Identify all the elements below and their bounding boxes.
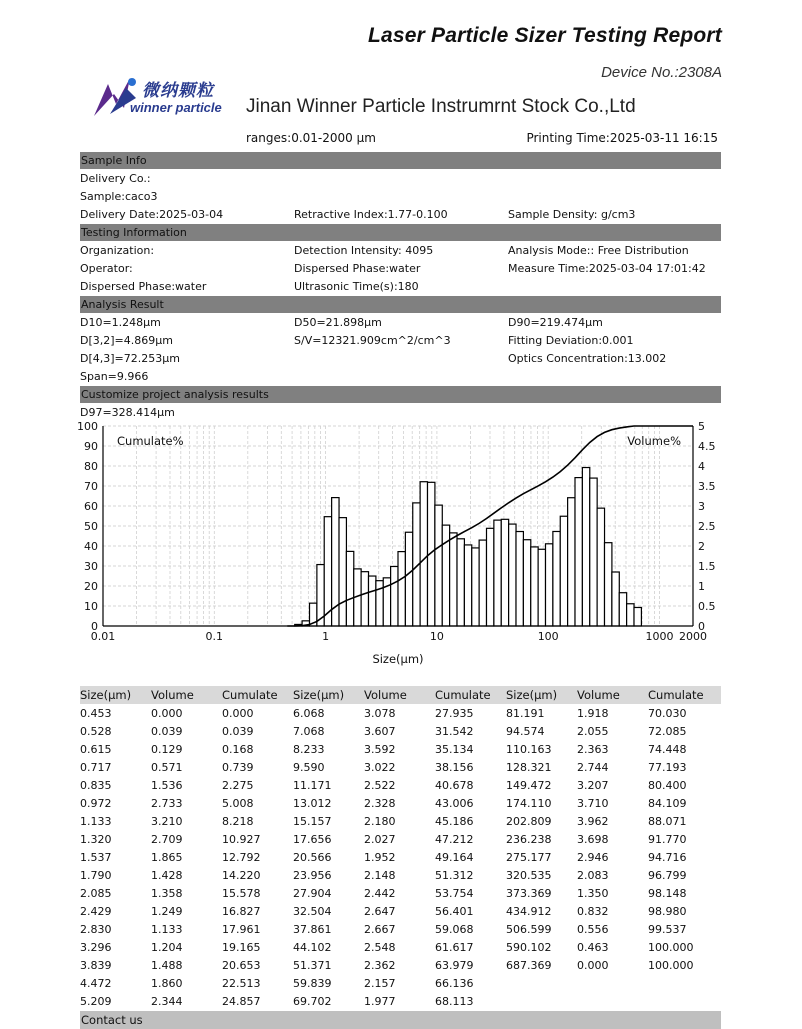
table-cell: 44.102 [293,941,332,954]
ultrasonic-time: Ultrasonic Time(s):180 [294,280,419,293]
analysis-mode: Analysis Mode:: Free Distribution [508,244,689,257]
table-cell: 2.733 [151,797,183,810]
table-cell: 1.537 [80,851,112,864]
volume-bar [420,482,427,626]
table-cell: 40.678 [435,779,474,792]
table-cell: 320.535 [506,869,552,882]
table-row [80,813,721,831]
table-row [80,849,721,867]
table-cell: 12.792 [222,851,261,864]
dispersed-phase-left: Dispersed Phase:water [80,280,207,293]
analysis-row-1 [80,314,721,332]
table-cell: 2.148 [364,869,396,882]
table-cell: 91.770 [648,833,687,846]
volume-bar [545,544,552,626]
table-cell: 14.220 [222,869,261,882]
x-tick-label: 2000 [679,630,707,643]
table-row [80,957,721,975]
table-row [80,741,721,759]
table-cell: 99.537 [648,923,687,936]
table-cell: 0.832 [577,905,609,918]
device-number: Device No.:2308A [601,64,722,81]
x-tick-label: 10 [429,630,444,643]
table-cell: 8.233 [293,743,325,756]
x-tick-label: 0.1 [205,630,224,643]
volume-bar [627,604,634,626]
table-cell: 2.548 [364,941,396,954]
table-cell: 1.488 [151,959,183,972]
d90: D90=219.474μm [508,316,603,329]
table-cell: 0.717 [80,761,112,774]
table-cell: 2.027 [364,833,396,846]
table-cell: 70.030 [648,707,687,720]
volume-bar [346,551,353,626]
volume-bar [509,524,516,626]
table-cell: 3.698 [577,833,609,846]
sample-density: Sample Density: g/cm3 [508,208,636,221]
col-header: Cumulate [435,688,491,702]
analysis-row-4 [80,368,721,386]
optics-concentration: Optics Concentration:13.002 [508,352,667,365]
y-left-tick-label: 40 [84,540,98,553]
table-cell: 66.136 [435,977,474,990]
table-cell: 1.865 [151,851,183,864]
col-header: Cumulate [222,688,278,702]
table-cell: 2.055 [577,725,609,738]
table-cell: 2.275 [222,779,254,792]
table-row [80,921,721,939]
sample-info-header: Sample Info [80,152,721,169]
volume-bar [516,532,523,626]
y-left-tick-label: 90 [84,440,98,453]
table-cell: 2.744 [577,761,609,774]
y-right-tick-label: 4 [698,460,705,473]
d50: D50=21.898μm [294,316,382,329]
table-cell: 10.927 [222,833,261,846]
table-cell: 98.148 [648,887,687,900]
table-cell: 96.799 [648,869,687,882]
table-row [80,885,721,903]
volume-bar [612,572,619,626]
delivery-date: Delivery Date:2025-03-04 [80,208,224,221]
sample-name: Sample:caco3 [80,190,158,203]
table-cell: 45.186 [435,815,474,828]
specific-surface: S/V=12321.909cm^2/cm^3 [294,334,451,347]
y-right-tick-label: 4.5 [698,440,716,453]
table-cell: 80.400 [648,779,687,792]
table-cell: 17.961 [222,923,261,936]
table-cell: 100.000 [648,959,694,972]
table-cell: 27.904 [293,887,332,900]
testing-info-header: Testing Information [80,224,721,241]
table-cell: 94.716 [648,851,687,864]
table-cell: 22.513 [222,977,261,990]
table-cell: 19.165 [222,941,261,954]
table-cell: 2.362 [364,959,396,972]
col-header: Volume [577,688,620,702]
table-cell: 31.542 [435,725,474,738]
table-cell: 15.157 [293,815,332,828]
table-cell: 0.463 [577,941,609,954]
y-right-tick-label: 2 [698,540,705,553]
col-header: Size(μm) [293,688,345,702]
table-cell: 3.207 [577,779,609,792]
table-cell: 15.578 [222,887,261,900]
table-row [80,759,721,777]
volume-bar [531,547,538,626]
y-right-tick-label: 1 [698,580,705,593]
table-cell: 434.912 [506,905,552,918]
left-axis-label: Cumulate% [117,434,184,448]
table-row [80,705,721,723]
volume-bar [582,468,589,626]
span: Span=9.966 [80,370,149,383]
table-cell: 13.012 [293,797,332,810]
ranges: ranges:0.01-2000 μm [246,131,376,145]
volume-bar [634,607,641,626]
col-header: Volume [364,688,407,702]
testing-info-row-1 [80,242,721,260]
table-cell: 275.177 [506,851,552,864]
table-cell: 1.952 [364,851,396,864]
table-cell: 20.653 [222,959,261,972]
y-right-tick-label: 3 [698,500,705,513]
d10: D10=1.248μm [80,316,161,329]
y-right-tick-label: 5 [698,420,705,433]
table-cell: 74.448 [648,743,687,756]
volume-bar [501,519,508,626]
table-cell: 98.980 [648,905,687,918]
table-cell: 37.861 [293,923,332,936]
y-right-tick-label: 1.5 [698,560,716,573]
table-cell: 7.068 [293,725,325,738]
table-cell: 2.522 [364,779,396,792]
testing-info-row-2 [80,260,721,278]
volume-bar [450,533,457,626]
table-cell: 1.249 [151,905,183,918]
table-cell: 84.109 [648,797,687,810]
table-cell: 3.839 [80,959,112,972]
volume-bar [472,548,479,626]
table-cell: 0.556 [577,923,609,936]
table-cell: 3.962 [577,815,609,828]
sample-info-row-1 [80,170,721,188]
volume-bar [523,540,530,626]
table-cell: 1.350 [577,887,609,900]
table-cell: 0.039 [222,725,254,738]
analysis-result-header: Analysis Result [80,296,721,313]
table-cell: 3.710 [577,797,609,810]
table-cell: 24.857 [222,995,261,1008]
table-cell: 2.946 [577,851,609,864]
table-row [80,777,721,795]
volume-bar [597,508,604,626]
table-cell: 6.068 [293,707,325,720]
table-cell: 68.113 [435,995,474,1008]
table-row [80,795,721,813]
y-right-tick-label: 0.5 [698,600,716,613]
volume-bar [538,549,545,626]
table-row [80,867,721,885]
report-title: Laser Particle Sizer Testing Report [367,24,722,47]
x-tick-label: 100 [537,630,559,643]
table-cell: 2.667 [364,923,396,936]
contact-us-bar: Contact us [80,1011,721,1029]
testing-info-row-3 [80,278,721,296]
table-row [80,975,721,993]
x-tick-label: 1 [322,630,330,643]
table-cell: 0.129 [151,743,183,756]
table-cell: 9.590 [293,761,325,774]
analysis-row-2 [80,332,721,350]
detection-intensity: Detection Intensity: 4095 [294,244,434,257]
y-left-tick-label: 30 [84,560,98,573]
volume-bar [590,478,597,626]
table-cell: 11.171 [293,779,332,792]
table-cell: 1.320 [80,833,112,846]
table-row [80,903,721,921]
table-cell: 51.371 [293,959,332,972]
organization: Organization: [80,244,155,257]
y-left-tick-label: 70 [84,480,98,493]
table-cell: 35.134 [435,743,474,756]
operator: Operator: [80,262,133,275]
volume-bar [398,552,405,626]
table-cell: 1.133 [80,815,112,828]
company-name: Jinan Winner Particle Instrumrnt Stock Co.,Ltd [246,96,636,117]
table-cell: 174.110 [506,797,552,810]
table-row [80,723,721,741]
particle-size-chart [60,416,740,670]
volume-bar [339,518,346,626]
table-cell: 110.163 [506,743,552,756]
table-cell: 0.000 [577,959,609,972]
table-cell: 2.709 [151,833,183,846]
table-cell: 47.212 [435,833,474,846]
table-cell: 0.000 [151,707,183,720]
table-cell: 69.702 [293,995,332,1008]
volume-bar [553,531,560,626]
table-cell: 2.647 [364,905,396,918]
table-cell: 0.615 [80,743,112,756]
table-cell: 2.180 [364,815,396,828]
measure-time: Measure Time:2025-03-04 17:01:42 [508,262,706,275]
custom-results-header: Customize project analysis results [80,386,721,403]
delivery-co: Delivery Co.: [80,172,151,185]
table-cell: 0.039 [151,725,183,738]
table-row [80,993,721,1011]
table-cell: 59.839 [293,977,332,990]
volume-bar [605,543,612,626]
table-cell: 3.210 [151,815,183,828]
data-table [80,705,721,1011]
table-cell: 128.321 [506,761,552,774]
table-cell: 1.536 [151,779,183,792]
volume-bar [479,540,486,626]
table-cell: 17.656 [293,833,332,846]
y-left-tick-label: 10 [84,600,98,613]
analysis-row-3 [80,350,721,368]
table-cell: 2.429 [80,905,112,918]
table-cell: 88.071 [648,815,687,828]
table-cell: 2.085 [80,887,112,900]
table-cell: 51.312 [435,869,474,882]
table-cell: 0.972 [80,797,112,810]
table-cell: 77.193 [648,761,687,774]
y-left-tick-label: 0 [91,620,98,633]
data-table-header [80,686,721,704]
table-cell: 1.918 [577,707,609,720]
table-cell: 0.168 [222,743,254,756]
table-cell: 0.571 [151,761,183,774]
printing-time: Printing Time:2025-03-11 16:15 [526,131,718,145]
volume-bar [435,505,442,626]
table-cell: 5.008 [222,797,254,810]
fitting-deviation: Fitting Deviation:0.001 [508,334,634,347]
table-cell: 506.599 [506,923,552,936]
table-cell: 38.156 [435,761,474,774]
right-axis-label: Volume% [627,434,681,448]
table-cell: 72.085 [648,725,687,738]
table-cell: 1.133 [151,923,183,936]
table-cell: 27.935 [435,707,474,720]
volume-bar [368,576,375,626]
table-cell: 5.209 [80,995,112,1008]
col-header: Volume [151,688,194,702]
d43: D[4,3]=72.253μm [80,352,180,365]
table-cell: 23.956 [293,869,332,882]
logo-chinese-text: 微纳颗粒 [142,81,214,101]
y-left-tick-label: 50 [84,520,98,533]
table-cell: 0.528 [80,725,112,738]
table-cell: 20.566 [293,851,332,864]
table-cell: 100.000 [648,941,694,954]
d97: D97=328.414μm [80,406,175,419]
table-cell: 2.442 [364,887,396,900]
volume-bar [457,539,464,626]
table-cell: 0.739 [222,761,254,774]
volume-bar [405,532,412,626]
col-header: Cumulate [648,688,704,702]
table-cell: 236.238 [506,833,552,846]
y-left-tick-label: 20 [84,580,98,593]
dispersed-phase-mid: Dispersed Phase:water [294,262,421,275]
table-cell: 1.790 [80,869,112,882]
table-cell: 3.592 [364,743,396,756]
table-cell: 3.022 [364,761,396,774]
table-cell: 1.860 [151,977,183,990]
volume-bar [575,478,582,626]
table-cell: 3.296 [80,941,112,954]
table-cell: 1.977 [364,995,396,1008]
y-left-tick-label: 80 [84,460,98,473]
volume-bar [361,572,368,626]
y-right-tick-label: 0 [698,620,705,633]
table-cell: 1.204 [151,941,183,954]
table-cell: 202.809 [506,815,552,828]
volume-bar [464,545,471,626]
table-cell: 81.191 [506,707,545,720]
table-cell: 16.827 [222,905,261,918]
sample-info-row-2 [80,188,721,206]
table-cell: 61.617 [435,941,474,954]
x-tick-label: 1000 [645,630,674,643]
table-cell: 56.401 [435,905,474,918]
volume-bar [391,566,398,626]
table-cell: 2.328 [364,797,396,810]
table-cell: 2.830 [80,923,112,936]
volume-bar [560,516,567,626]
table-row [80,939,721,957]
sample-info-row-3 [80,206,721,224]
y-left-tick-label: 100 [77,420,98,433]
col-header: Size(μm) [80,688,132,702]
table-row [80,831,721,849]
x-tick-label: 0.01 [90,630,116,643]
volume-bar [494,520,501,626]
y-left-tick-label: 60 [84,500,98,513]
table-cell: 59.068 [435,923,474,936]
table-cell: 373.369 [506,887,552,900]
table-cell: 8.218 [222,815,254,828]
table-cell: 0.835 [80,779,112,792]
table-cell: 590.102 [506,941,552,954]
logo-english-text: winner particle [130,100,222,115]
table-cell: 2.157 [364,977,396,990]
table-cell: 1.428 [151,869,183,882]
table-cell: 2.083 [577,869,609,882]
table-cell: 687.369 [506,959,552,972]
table-cell: 3.607 [364,725,396,738]
y-right-tick-label: 2.5 [698,520,716,533]
table-cell: 43.006 [435,797,474,810]
table-cell: 3.078 [364,707,396,720]
volume-bar [568,498,575,626]
col-header: Size(μm) [506,688,558,702]
table-cell: 94.574 [506,725,545,738]
d32: D[3,2]=4.869μm [80,334,173,347]
y-right-tick-label: 3.5 [698,480,716,493]
table-cell: 32.504 [293,905,332,918]
table-cell: 4.472 [80,977,112,990]
x-axis-label: Size(μm) [372,652,424,666]
table-cell: 63.979 [435,959,474,972]
table-cell: 53.754 [435,887,474,900]
table-cell: 0.453 [80,707,112,720]
volume-bar [486,528,493,626]
company-logo [90,74,235,120]
volume-bar [619,593,626,626]
refractive-index: Retractive Index:1.77-0.100 [294,208,448,221]
table-cell: 0.000 [222,707,254,720]
table-cell: 2.344 [151,995,183,1008]
table-cell: 149.472 [506,779,552,792]
table-cell: 49.164 [435,851,474,864]
table-cell: 2.363 [577,743,609,756]
table-cell: 1.358 [151,887,183,900]
